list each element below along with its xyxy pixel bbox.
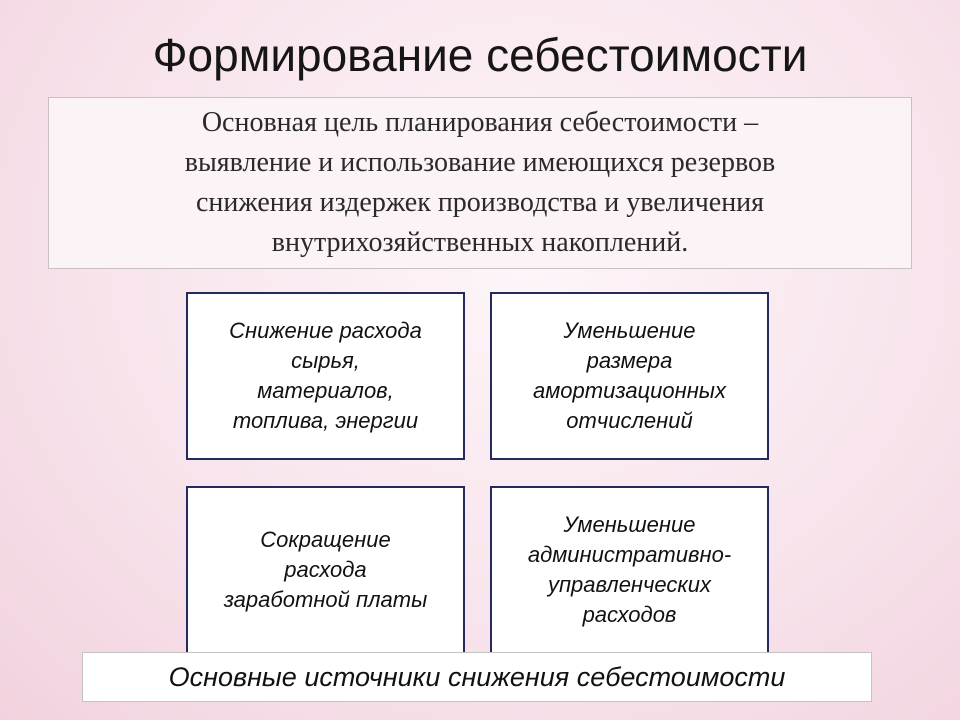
source-box-label: Уменьшение размера амортизационных отчислений bbox=[532, 318, 726, 433]
slide-title: Формирование себестоимости bbox=[152, 29, 808, 81]
source-box-label: Уменьшение административно- управленческих расходов bbox=[527, 512, 732, 627]
goal-statement-text: Основная цель планирования себестоимости – выявление и использование имеющихся резервов снижения издержек производства и увеличения внутрихозяйственных накоплений. bbox=[184, 107, 776, 258]
source-box-label: Сокращение расхода заработной платы bbox=[223, 527, 428, 612]
source-box-label: Снижение расхода сырья, материалов, топлива, энергии bbox=[229, 318, 422, 433]
diagram-caption bbox=[82, 652, 872, 702]
source-box-admin-expenses bbox=[490, 486, 769, 654]
source-box-raw-materials bbox=[186, 292, 465, 460]
source-box-wages bbox=[186, 486, 465, 654]
caption-text: Основные источники снижения себестоимости bbox=[168, 661, 786, 692]
source-box-depreciation bbox=[490, 292, 769, 460]
goal-statement-box bbox=[48, 97, 912, 269]
